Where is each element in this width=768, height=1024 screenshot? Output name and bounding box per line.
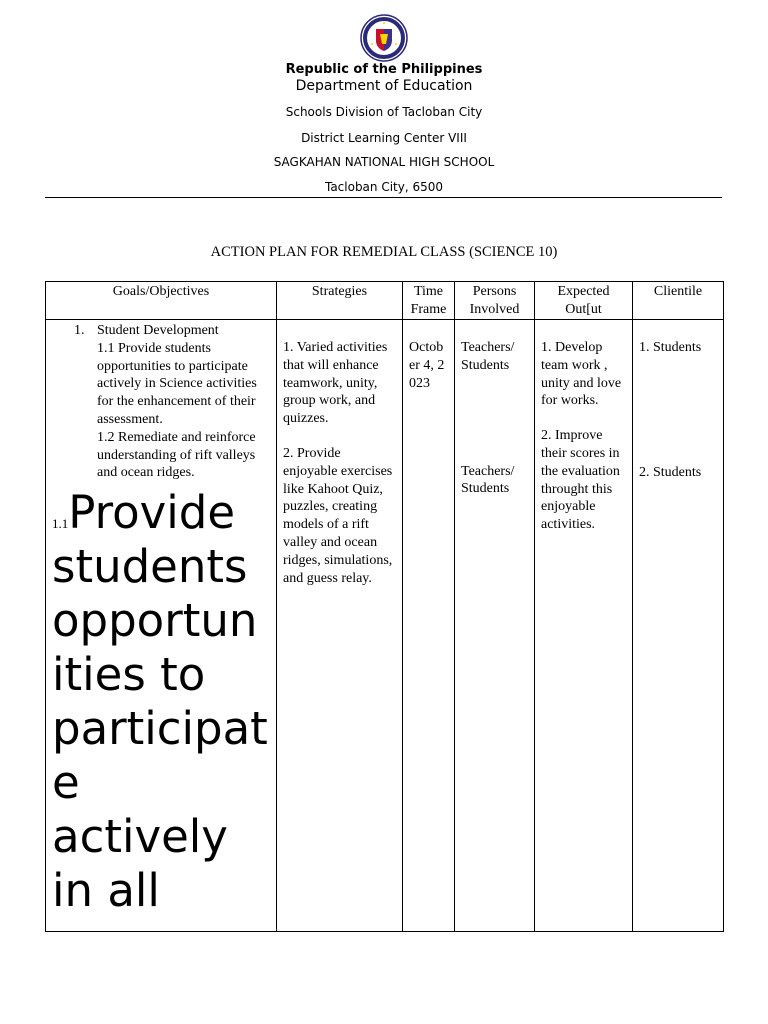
table-row — [46, 320, 724, 932]
header-persons: Persons Involved — [455, 282, 535, 320]
district-line: District Learning Center VIII — [301, 131, 467, 145]
deped-seal-icon — [360, 14, 408, 62]
persons-1: Teachers/ Students — [461, 340, 515, 373]
time-frame-cell — [403, 320, 455, 932]
goal-item — [52, 322, 270, 340]
goal-item-label: Student Development — [97, 323, 219, 338]
republic-heading: Republic of the Philippines — [285, 62, 483, 77]
strategies-cell — [277, 320, 403, 932]
strategy-1: 1. Varied activities that will enhance teamwork, unity, group work, and quizzes. — [283, 340, 388, 427]
clientele-1: 1. Students — [639, 340, 702, 355]
expected-output-cell — [535, 320, 633, 932]
goal-large-prefix: 1.1 — [52, 516, 69, 532]
clientele-cell — [633, 320, 724, 932]
expected-2: 2. Improve their scores in the evaluation throught this enjoyable activities. — [541, 428, 620, 533]
goal-large-body: Provide students opportunities to participate actively in all — [52, 486, 268, 918]
document-title: ACTION PLAN FOR REMEDIAL CLASS (SCIENCE 10) — [210, 244, 558, 260]
goal-item-number: 1. — [74, 323, 85, 338]
header-time-frame: Time Frame — [403, 282, 455, 320]
header-clientele: Clientile — [633, 282, 724, 320]
clientele-2: 2. Students — [639, 464, 702, 480]
action-plan-table — [45, 281, 724, 932]
goal-sub-2: 1.2 Remediate and reinforce understanding of rift valleys and ocean ridges. — [97, 429, 256, 481]
header-divider — [45, 197, 722, 198]
goal-large-text — [52, 486, 270, 918]
goal-sub-1: 1.1 Provide students opportunities to participate actively in Science activities for the enhancement of their assessment. — [97, 340, 257, 427]
persons-2: Teachers/ Students — [461, 463, 515, 497]
time-frame-value: October 4, 2023 — [409, 340, 445, 391]
strategy-2: 2. Provide enjoyable exercises like Kahoot Quiz, puzzles, creating models of a rift valley and ocean ridges, simulations, and guess relay. — [283, 445, 393, 586]
table-header-row — [46, 282, 724, 320]
expected-1: 1. Develop team work , unity and love for works. — [541, 340, 622, 409]
header-expected: Expected Out[ut — [535, 282, 633, 320]
address-line: Tacloban City, 6500 — [324, 180, 444, 194]
goals-cell — [46, 320, 277, 932]
school-name: SAGKAHAN NATIONAL HIGH SCHOOL — [273, 155, 495, 169]
division-line: Schools Division of Tacloban City — [285, 105, 483, 119]
header-goals: Goals/Objectives — [46, 282, 277, 320]
persons-cell — [455, 320, 535, 932]
department-heading: Department of Education — [295, 78, 473, 94]
header-strategies: Strategies — [277, 282, 403, 320]
